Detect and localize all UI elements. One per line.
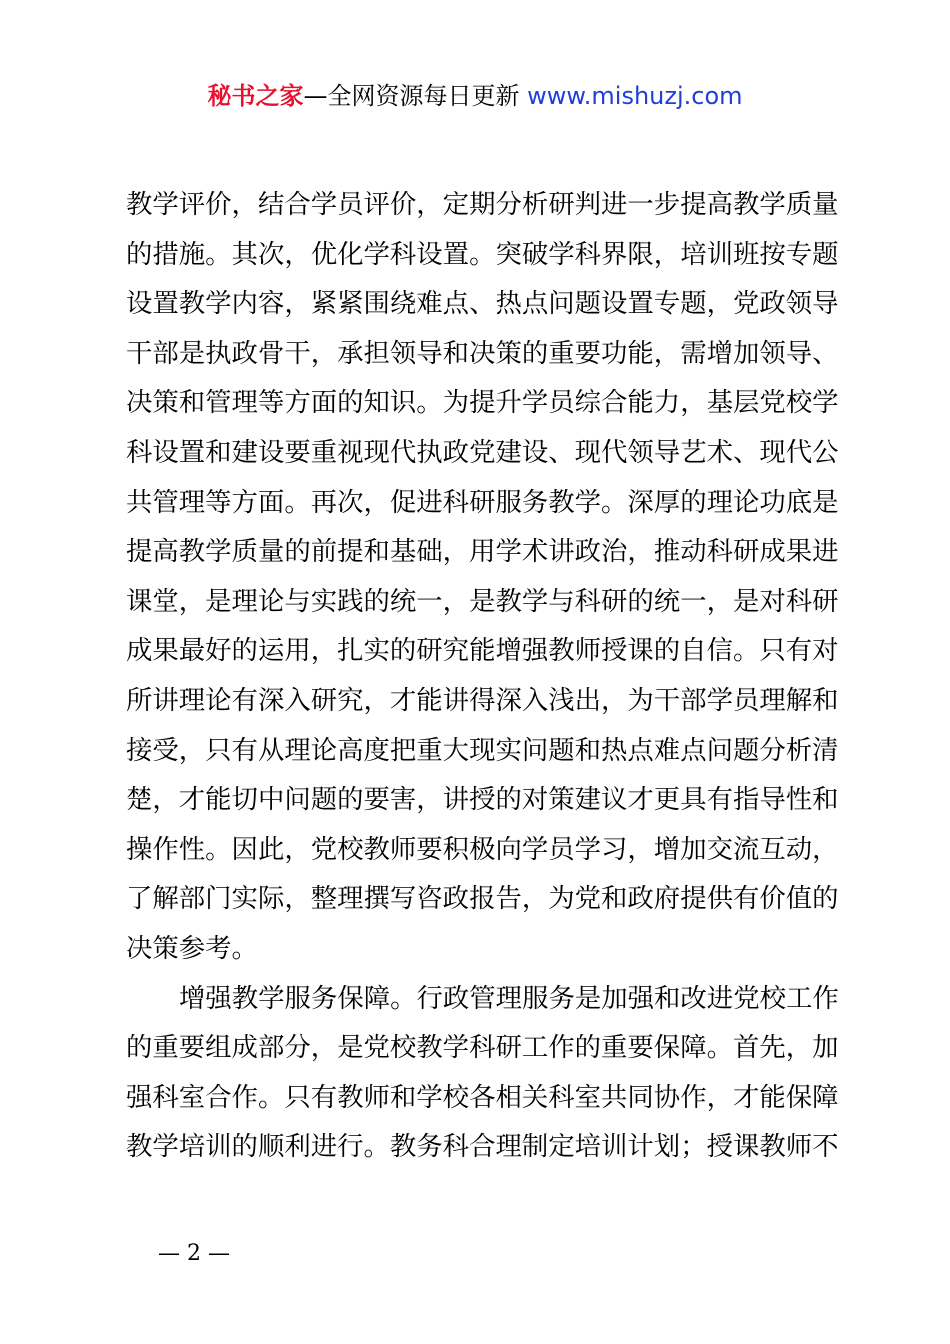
text-line: 操作性。因此，党校教师要积极向学员学习，增加交流互动， <box>126 833 839 865</box>
text-line: 强科室合作。只有教师和学校各相关科室共同协作，才能保障 <box>126 1081 839 1113</box>
text-line: 课堂，是理论与实践的统一，是教学与科研的统一，是对科研 <box>126 585 839 617</box>
paragraph <box>126 974 839 1172</box>
text-line: 干部是执政骨干，承担领导和决策的重要功能，需增加领导、 <box>126 337 839 369</box>
text-line: 教学培训的顺利进行。教务科合理制定培训计划；授课教师不 <box>126 1131 839 1163</box>
paragraph <box>126 180 839 974</box>
text-line: 成果最好的运用，扎实的研究能增强教师授课的自信。只有对 <box>126 635 839 667</box>
text-line: 提高教学质量的前提和基础，用学术讲政治，推动科研成果进 <box>126 536 839 568</box>
document-body <box>126 180 839 1172</box>
page-number: — 2 — <box>158 1241 230 1266</box>
text-line: 的重要组成部分，是党校教学科研工作的重要保障。首先，加 <box>126 1032 839 1064</box>
site-url[interactable]: www.mishuzj.com <box>527 82 743 110</box>
text-line: 共管理等方面。再次，促进科研服务教学。深厚的理论功底是 <box>126 486 839 518</box>
header-tagline: —全网资源每日更新 <box>303 82 520 110</box>
text-line: 的措施。其次，优化学科设置。突破学科界限，培训班按专题 <box>126 238 839 270</box>
text-line: 所讲理论有深入研究，才能讲得深入浅出，为干部学员理解和 <box>126 684 839 716</box>
text-line: 科设置和建设要重视现代执政党建设、现代领导艺术、现代公 <box>126 436 839 468</box>
text-line: 接受，只有从理论高度把重大现实问题和热点难点问题分析清 <box>126 734 839 766</box>
text-line: 楚，才能切中问题的要害，讲授的对策建议才更具有指导性和 <box>126 784 839 816</box>
text-line: 增强教学服务保障。行政管理服务是加强和改进党校工作 <box>179 982 839 1014</box>
text-line: 决策和管理等方面的知识。为提升学员综合能力，基层党校学 <box>126 387 839 419</box>
text-line: 教学评价，结合学员评价，定期分析研判进一步提高教学质量 <box>126 189 839 220</box>
text-line: 决策参考。 <box>126 932 258 964</box>
text-line: 设置教学内容，紧紧围绕难点、热点问题设置专题，党政领导 <box>126 288 839 320</box>
site-header <box>0 78 950 114</box>
brand-name: 秘书之家 <box>207 82 304 110</box>
text-line: 了解部门实际，整理撰写咨政报告，为党和政府提供有价值的 <box>126 883 839 915</box>
